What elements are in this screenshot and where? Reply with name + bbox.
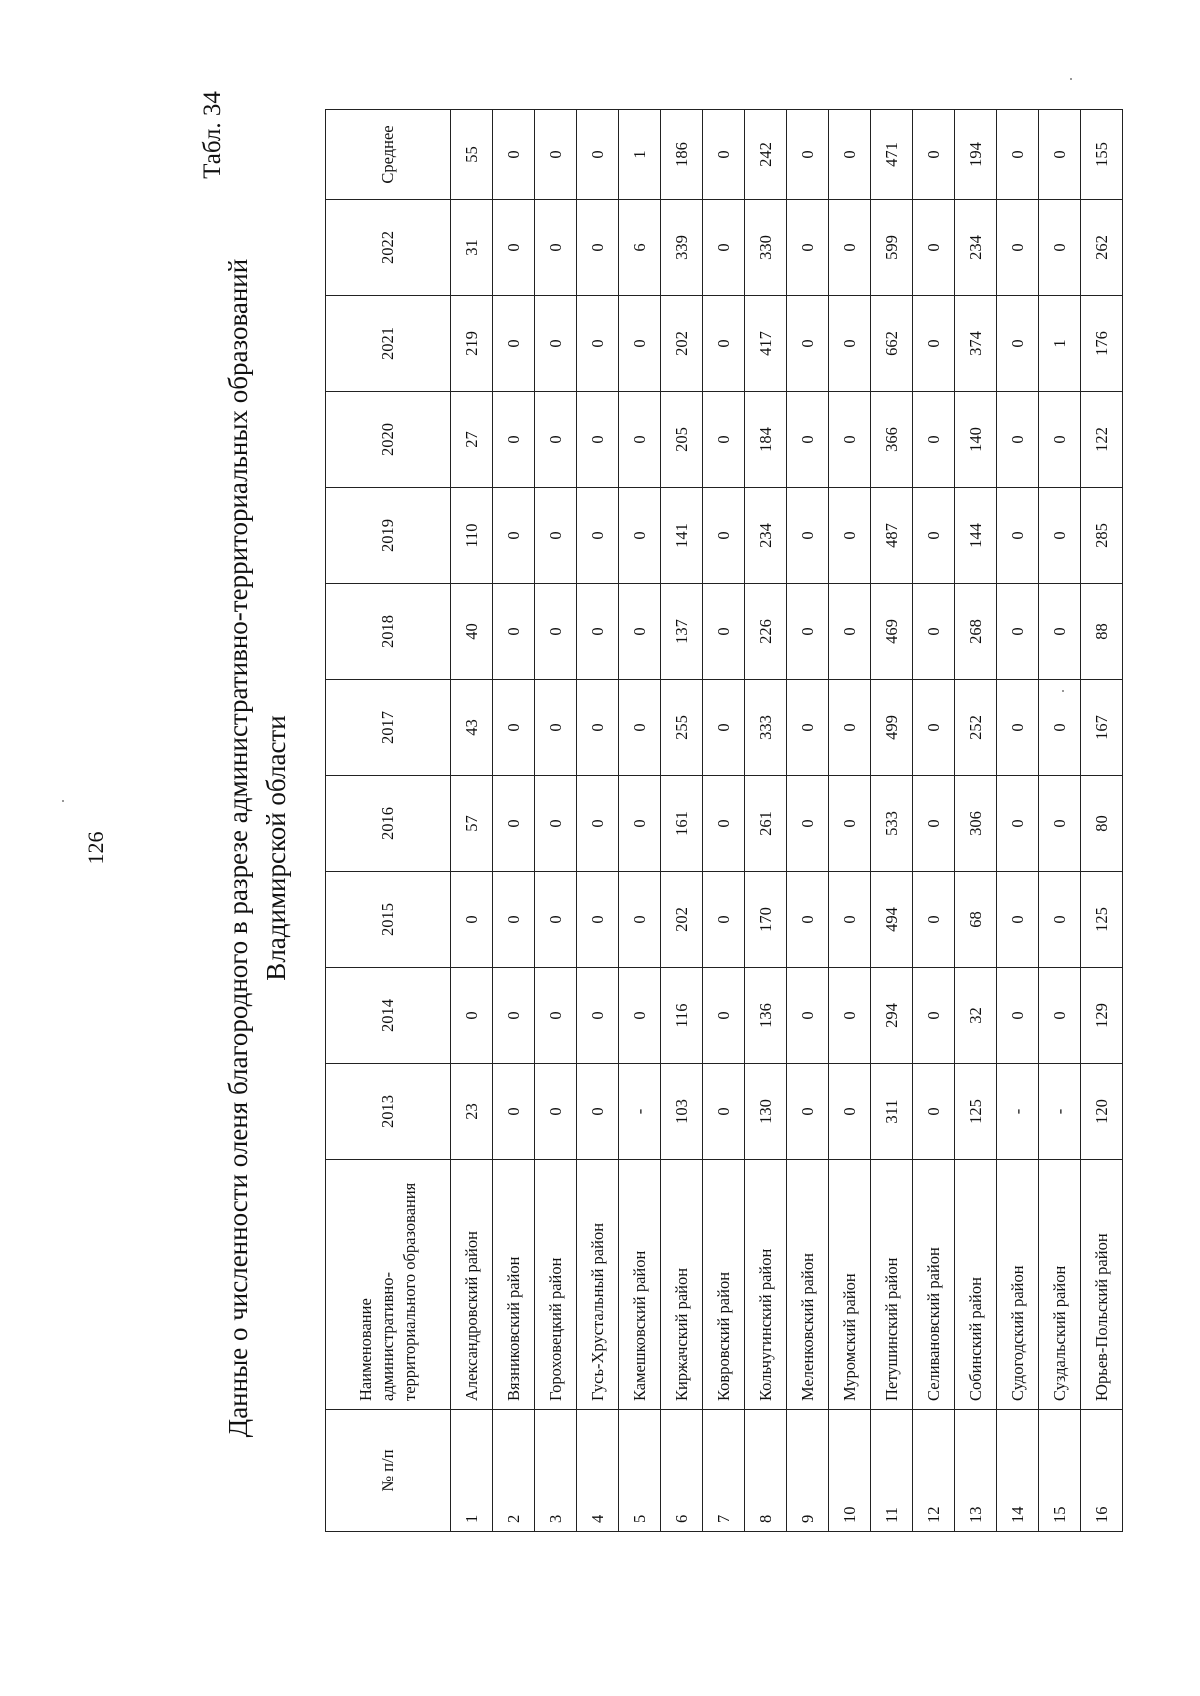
cell-year-value: 306 <box>955 776 997 872</box>
row-number: 14 <box>997 1410 1039 1532</box>
cell-year-value: 494 <box>871 872 913 968</box>
cell-year-value: 0 <box>703 872 745 968</box>
cell-year-value: 27 <box>451 392 493 488</box>
cell-average: 0 <box>493 110 535 200</box>
cell-year-value: 0 <box>577 200 619 296</box>
cell-year-value: 116 <box>661 968 703 1064</box>
cell-year-value: 0 <box>1039 488 1081 584</box>
scan-speck <box>1070 78 1072 80</box>
row-number: 11 <box>871 1410 913 1532</box>
cell-year-value: 31 <box>451 200 493 296</box>
cell-year-value: 0 <box>577 296 619 392</box>
row-district-name: Камешковский район <box>619 1160 661 1410</box>
table-row <box>871 110 913 1532</box>
cell-year-value: 285 <box>1081 488 1123 584</box>
cell-year-value: 0 <box>493 488 535 584</box>
table-body <box>451 110 1123 1532</box>
cell-year-value: 0 <box>493 776 535 872</box>
cell-year-value: 0 <box>493 968 535 1064</box>
row-number: 2 <box>493 1410 535 1532</box>
cell-year-value: 366 <box>871 392 913 488</box>
cell-year-value: 0 <box>535 968 577 1064</box>
row-number: 15 <box>1039 1410 1081 1532</box>
cell-year-value: 0 <box>997 680 1039 776</box>
cell-year-value: 0 <box>1039 968 1081 1064</box>
scan-speck <box>62 800 64 802</box>
page-number: 126 <box>83 831 108 865</box>
cell-year-value: 140 <box>955 392 997 488</box>
cell-year-value: 0 <box>997 968 1039 1064</box>
cell-year-value: 88 <box>1081 584 1123 680</box>
cell-year-value: 0 <box>913 392 955 488</box>
row-number: 12 <box>913 1410 955 1532</box>
cell-year-value: 0 <box>913 968 955 1064</box>
cell-year-value: 6 <box>619 200 661 296</box>
cell-year-value: 0 <box>619 680 661 776</box>
cell-year-value: 137 <box>661 584 703 680</box>
cell-year-value: 0 <box>913 200 955 296</box>
cell-year-value: 120 <box>1081 1064 1123 1160</box>
cell-year-value: 330 <box>745 200 787 296</box>
cell-year-value: 0 <box>703 200 745 296</box>
cell-year-value: 57 <box>451 776 493 872</box>
cell-year-value: 0 <box>913 296 955 392</box>
cell-year-value: 0 <box>829 392 871 488</box>
cell-year-value: 0 <box>787 200 829 296</box>
cell-year-value: 0 <box>535 872 577 968</box>
row-number: 16 <box>1081 1410 1123 1532</box>
cell-year-value: 80 <box>1081 776 1123 872</box>
header-year: 2014 <box>326 968 451 1064</box>
cell-year-value: 0 <box>997 200 1039 296</box>
cell-year-value: 0 <box>619 776 661 872</box>
cell-year-value: 0 <box>619 872 661 968</box>
header-year: 2018 <box>326 584 451 680</box>
table-row <box>997 110 1039 1532</box>
cell-year-value: 130 <box>745 1064 787 1160</box>
cell-average: 1 <box>619 110 661 200</box>
cell-year-value: 0 <box>997 488 1039 584</box>
header-year: 2022 <box>326 200 451 296</box>
cell-year-value: 0 <box>997 776 1039 872</box>
cell-year-value: 0 <box>829 488 871 584</box>
header-year: 2019 <box>326 488 451 584</box>
cell-year-value: 0 <box>787 392 829 488</box>
cell-year-value: 0 <box>619 392 661 488</box>
row-number: 8 <box>745 1410 787 1532</box>
cell-year-value: 0 <box>1039 680 1081 776</box>
cell-year-value: 0 <box>787 872 829 968</box>
cell-year-value: 0 <box>787 488 829 584</box>
row-number: 9 <box>787 1410 829 1532</box>
cell-average: 55 <box>451 110 493 200</box>
table-label: Табл. 34 <box>199 91 226 179</box>
cell-year-value: 0 <box>829 200 871 296</box>
table-row <box>535 110 577 1532</box>
table-title <box>219 148 295 1548</box>
cell-year-value: 0 <box>829 1064 871 1160</box>
cell-average: 0 <box>535 110 577 200</box>
data-table-container <box>325 110 1200 1523</box>
header-year: 2015 <box>326 872 451 968</box>
cell-year-value: 0 <box>787 584 829 680</box>
cell-year-value: 0 <box>703 680 745 776</box>
row-district-name: Селивановский район <box>913 1160 955 1410</box>
cell-year-value: 0 <box>913 584 955 680</box>
cell-year-value: 417 <box>745 296 787 392</box>
cell-year-value: 0 <box>703 296 745 392</box>
cell-year-value: 0 <box>619 488 661 584</box>
cell-year-value: 0 <box>535 296 577 392</box>
table-row <box>451 110 493 1532</box>
row-district-name: Собинский район <box>955 1160 997 1410</box>
table-row <box>619 110 661 1532</box>
cell-average: 186 <box>661 110 703 200</box>
cell-average: 0 <box>913 110 955 200</box>
cell-year-value: 0 <box>451 872 493 968</box>
cell-year-value: 0 <box>787 296 829 392</box>
cell-average: 155 <box>1081 110 1123 200</box>
cell-year-value: 0 <box>829 296 871 392</box>
cell-year-value: 0 <box>577 872 619 968</box>
cell-year-value: 499 <box>871 680 913 776</box>
row-district-name: Юрьев-Польский район <box>1081 1160 1123 1410</box>
row-district-name: Александровский район <box>451 1160 493 1410</box>
row-number: 10 <box>829 1410 871 1532</box>
cell-year-value: 0 <box>619 584 661 680</box>
header-average: Среднее <box>326 110 451 200</box>
cell-year-value: 0 <box>493 296 535 392</box>
cell-year-value: 141 <box>661 488 703 584</box>
cell-year-value: 339 <box>661 200 703 296</box>
row-district-name: Киржачский район <box>661 1160 703 1410</box>
cell-year-value: 0 <box>493 392 535 488</box>
cell-year-value: 0 <box>535 776 577 872</box>
cell-year-value: 0 <box>787 680 829 776</box>
row-district-name: Суздальский район <box>1039 1160 1081 1410</box>
row-district-name: Гусь-Хрустальный район <box>577 1160 619 1410</box>
cell-year-value: 0 <box>619 296 661 392</box>
row-district-name: Ковровский район <box>703 1160 745 1410</box>
cell-year-value: 0 <box>703 1064 745 1160</box>
cell-year-value: 202 <box>661 296 703 392</box>
cell-year-value: 219 <box>451 296 493 392</box>
cell-year-value: 311 <box>871 1064 913 1160</box>
cell-year-value: 294 <box>871 968 913 1064</box>
table-row <box>1039 110 1081 1532</box>
cell-year-value: 0 <box>577 1064 619 1160</box>
cell-year-value: 125 <box>1081 872 1123 968</box>
table-row <box>829 110 871 1532</box>
cell-average: 0 <box>577 110 619 200</box>
cell-year-value: 0 <box>997 584 1039 680</box>
cell-year-value: 0 <box>577 392 619 488</box>
cell-average: 242 <box>745 110 787 200</box>
table-row <box>913 110 955 1532</box>
table-row <box>787 110 829 1532</box>
cell-year-value: 0 <box>1039 872 1081 968</box>
cell-year-value: 32 <box>955 968 997 1064</box>
table-row <box>577 110 619 1532</box>
cell-year-value: 374 <box>955 296 997 392</box>
cell-year-value: 144 <box>955 488 997 584</box>
cell-year-value: - <box>1039 1064 1081 1160</box>
cell-year-value: 1 <box>1039 296 1081 392</box>
cell-average: 0 <box>1039 110 1081 200</box>
cell-year-value: 252 <box>955 680 997 776</box>
header-name: Наименование административно-территориального образования <box>326 1160 451 1410</box>
cell-year-value: 0 <box>829 968 871 1064</box>
cell-year-value: 136 <box>745 968 787 1064</box>
cell-average: 471 <box>871 110 913 200</box>
cell-year-value: 40 <box>451 584 493 680</box>
cell-year-value: 469 <box>871 584 913 680</box>
table-row <box>703 110 745 1532</box>
cell-year-value: 161 <box>661 776 703 872</box>
cell-year-value: 176 <box>1081 296 1123 392</box>
cell-year-value: 167 <box>1081 680 1123 776</box>
cell-year-value: 0 <box>493 584 535 680</box>
cell-year-value: 0 <box>703 488 745 584</box>
cell-year-value: 68 <box>955 872 997 968</box>
cell-year-value: 0 <box>829 872 871 968</box>
cell-year-value: 662 <box>871 296 913 392</box>
cell-year-value: 0 <box>493 680 535 776</box>
cell-year-value: 0 <box>535 584 577 680</box>
row-district-name: Меленковский район <box>787 1160 829 1410</box>
cell-year-value: 129 <box>1081 968 1123 1064</box>
cell-year-value: 234 <box>745 488 787 584</box>
cell-year-value: 599 <box>871 200 913 296</box>
cell-year-value: 261 <box>745 776 787 872</box>
cell-year-value: 0 <box>913 776 955 872</box>
cell-year-value: 0 <box>493 200 535 296</box>
cell-year-value: 487 <box>871 488 913 584</box>
cell-year-value: 0 <box>997 392 1039 488</box>
cell-year-value: 0 <box>577 968 619 1064</box>
cell-year-value: 0 <box>535 680 577 776</box>
cell-year-value: 0 <box>997 872 1039 968</box>
header-row <box>326 110 451 1532</box>
cell-year-value: 0 <box>703 968 745 1064</box>
table-row <box>661 110 703 1532</box>
cell-year-value: 234 <box>955 200 997 296</box>
cell-average: 0 <box>787 110 829 200</box>
row-number: 3 <box>535 1410 577 1532</box>
cell-year-value: 0 <box>535 1064 577 1160</box>
cell-year-value: 0 <box>913 680 955 776</box>
header-year: 2020 <box>326 392 451 488</box>
cell-year-value: 226 <box>745 584 787 680</box>
row-number: 5 <box>619 1410 661 1532</box>
cell-year-value: 0 <box>619 968 661 1064</box>
cell-year-value: 0 <box>1039 200 1081 296</box>
cell-year-value: 0 <box>703 584 745 680</box>
cell-year-value: 0 <box>451 968 493 1064</box>
row-number: 6 <box>661 1410 703 1532</box>
cell-year-value: 0 <box>703 392 745 488</box>
row-district-name: Муромский район <box>829 1160 871 1410</box>
table-row <box>745 110 787 1532</box>
row-district-name: Судогодский район <box>997 1160 1039 1410</box>
cell-year-value: 533 <box>871 776 913 872</box>
cell-year-value: 268 <box>955 584 997 680</box>
cell-year-value: 202 <box>661 872 703 968</box>
cell-year-value: 0 <box>1039 392 1081 488</box>
row-number: 4 <box>577 1410 619 1532</box>
cell-year-value: 0 <box>703 776 745 872</box>
cell-year-value: 0 <box>787 776 829 872</box>
cell-year-value: 0 <box>1039 584 1081 680</box>
cell-year-value: 0 <box>577 680 619 776</box>
cell-year-value: 333 <box>745 680 787 776</box>
row-number: 1 <box>451 1410 493 1532</box>
cell-year-value: 205 <box>661 392 703 488</box>
title-line-1: Данные о численности оленя благородного в разрезе административно-территориальных образований <box>223 258 253 1438</box>
cell-year-value: 23 <box>451 1064 493 1160</box>
cell-year-value: 0 <box>577 584 619 680</box>
cell-year-value: 0 <box>829 680 871 776</box>
cell-year-value: 110 <box>451 488 493 584</box>
row-number: 13 <box>955 1410 997 1532</box>
cell-average: 0 <box>703 110 745 200</box>
header-year: 2013 <box>326 1064 451 1160</box>
cell-year-value: 0 <box>913 1064 955 1160</box>
header-number: № п/п <box>326 1410 451 1532</box>
cell-year-value: 184 <box>745 392 787 488</box>
row-district-name: Петушинский район <box>871 1160 913 1410</box>
table-row <box>955 110 997 1532</box>
header-year: 2017 <box>326 680 451 776</box>
row-district-name: Гороховецкий район <box>535 1160 577 1410</box>
table-row <box>493 110 535 1532</box>
cell-year-value: 125 <box>955 1064 997 1160</box>
cell-year-value: 0 <box>787 968 829 1064</box>
header-year: 2016 <box>326 776 451 872</box>
cell-year-value: 0 <box>913 872 955 968</box>
header-year: 2021 <box>326 296 451 392</box>
cell-average: 0 <box>829 110 871 200</box>
cell-year-value: 255 <box>661 680 703 776</box>
cell-year-value: 0 <box>1039 776 1081 872</box>
deer-population-table <box>325 109 1123 1532</box>
cell-year-value: - <box>619 1064 661 1160</box>
cell-year-value: 0 <box>787 1064 829 1160</box>
cell-year-value: 0 <box>535 392 577 488</box>
cell-year-value: 0 <box>913 488 955 584</box>
cell-year-value: 0 <box>535 488 577 584</box>
cell-year-value: 122 <box>1081 392 1123 488</box>
cell-year-value: 0 <box>829 776 871 872</box>
cell-year-value: 103 <box>661 1064 703 1160</box>
scan-speck <box>1062 690 1064 692</box>
row-district-name: Вязниковский район <box>493 1160 535 1410</box>
cell-year-value: 0 <box>577 488 619 584</box>
row-district-name: Кольчугинский район <box>745 1160 787 1410</box>
cell-year-value: 0 <box>493 1064 535 1160</box>
cell-year-value: 262 <box>1081 200 1123 296</box>
cell-year-value: 43 <box>451 680 493 776</box>
cell-year-value: 0 <box>493 872 535 968</box>
cell-year-value: 0 <box>829 584 871 680</box>
title-line-2: Владимирской области <box>261 715 291 981</box>
cell-average: 0 <box>997 110 1039 200</box>
row-number: 7 <box>703 1410 745 1532</box>
cell-year-value: 170 <box>745 872 787 968</box>
cell-year-value: 0 <box>997 296 1039 392</box>
table-row <box>1081 110 1123 1532</box>
cell-year-value: 0 <box>577 776 619 872</box>
cell-year-value: 0 <box>535 200 577 296</box>
cell-average: 194 <box>955 110 997 200</box>
cell-year-value: - <box>997 1064 1039 1160</box>
